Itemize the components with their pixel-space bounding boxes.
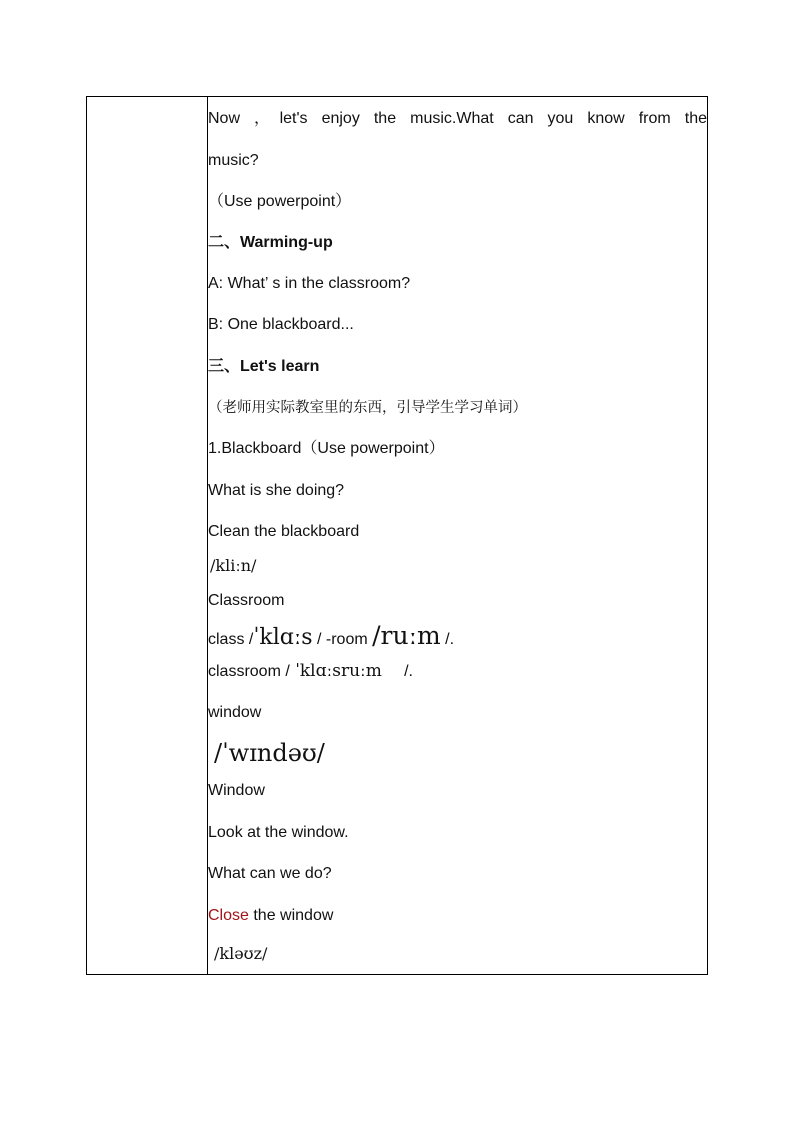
class-word: class — [208, 631, 245, 648]
dialogue-answer: B: One blackboard... — [208, 316, 354, 333]
ipa-classroom: ˈklɑːsruːm — [289, 661, 382, 681]
left-column-cell — [87, 97, 208, 975]
question-she-doing: What is she doing? — [208, 482, 345, 499]
look-at-window-line: Look at the window. — [208, 824, 349, 841]
ipa-room: /ruːm — [372, 621, 441, 650]
clean-blackboard-line: Clean the blackboard — [208, 523, 360, 540]
room-label: / -room — [312, 631, 373, 648]
close-window-rest: the window — [248, 907, 334, 924]
dialogue-question: A: What’ s in the classroom? — [208, 275, 411, 292]
table-row — [87, 97, 708, 975]
section-warming-up-heading: 二、Warming-up — [208, 234, 333, 251]
what-can-we-do-line: What can we do? — [208, 865, 332, 882]
content-cell — [208, 97, 708, 975]
window-word-line: Window — [208, 782, 265, 799]
classroom-ipa-line — [208, 661, 707, 681]
ipa-class: ˈklɑːs — [253, 625, 313, 650]
class-line-end: /. — [440, 631, 455, 648]
teacher-instruction-note: （老师用实际教室里的东西，引导学生学习单词） — [208, 400, 527, 416]
class-slash-open: / — [244, 631, 254, 648]
music-prompt-line2: music? — [208, 152, 259, 169]
music-prompt-line1: Now ，let's enjoy the music.What can you know from the — [208, 110, 707, 127]
ipa-close: /kləʊz/ — [214, 944, 268, 963]
classroom-word: classroom / — [208, 663, 290, 680]
close-word-highlight: Close — [208, 907, 249, 924]
lesson-plan-table — [86, 96, 708, 975]
close-window-line — [208, 906, 707, 926]
vocab-classroom-heading: Classroom — [208, 592, 285, 609]
class-room-breakdown-line — [208, 621, 707, 651]
vocab-blackboard-line: 1.Blackboard（Use powerpoint） — [208, 440, 445, 457]
use-powerpoint-note: （Use powerpoint） — [208, 193, 352, 210]
section-lets-learn-heading: 三、Let's learn — [208, 358, 320, 375]
ipa-window: /ˈwɪndəʊ/ — [214, 739, 325, 767]
vocab-window-heading: window — [208, 704, 262, 721]
ipa-clean: /kliːn/ — [210, 556, 257, 575]
classroom-line-end: /. — [381, 663, 413, 680]
